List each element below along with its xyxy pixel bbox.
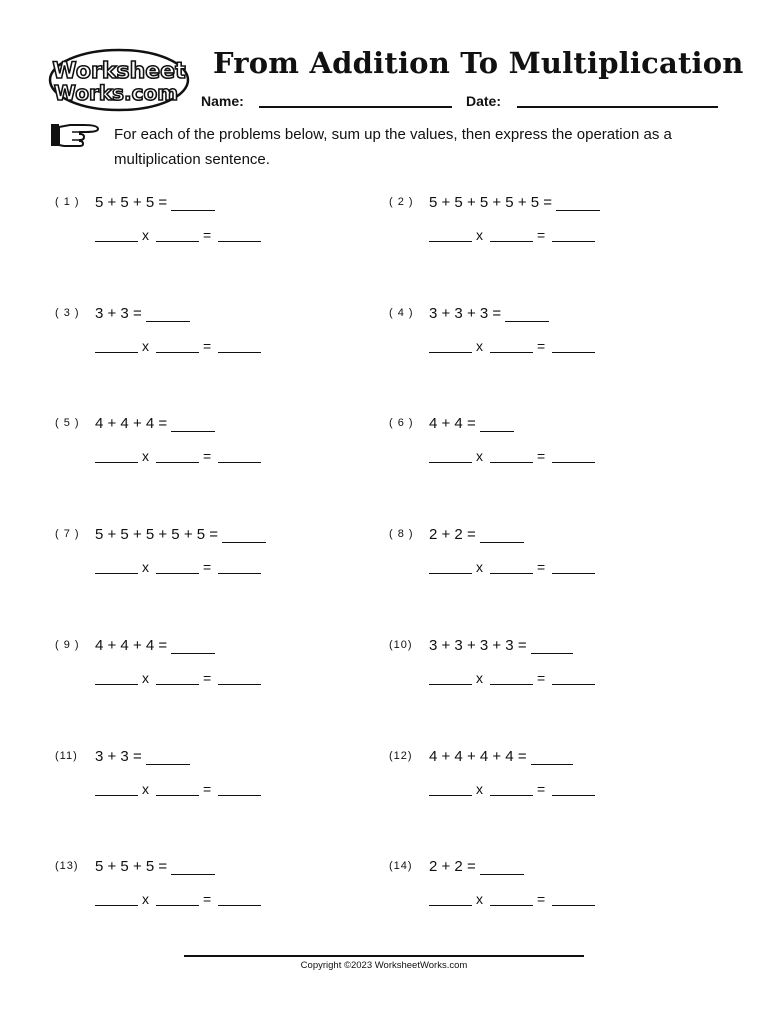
product-answer-blank[interactable] — [218, 891, 261, 906]
group-size-answer-blank[interactable] — [156, 891, 199, 906]
sum-answer-blank[interactable] — [146, 749, 190, 765]
equals-symbol: = — [537, 227, 546, 243]
multiplication-sentence — [95, 670, 265, 690]
problem-11 — [55, 748, 355, 828]
product-answer-blank[interactable] — [552, 781, 595, 796]
copyright-footer: Copyright ©2023 WorksheetWorks.com — [300, 960, 468, 971]
addition-expression: 4 + 4 + 4 + 4 = — [429, 747, 527, 765]
problem-number: ( 9 ) — [55, 638, 80, 651]
times-symbol: x — [142, 559, 149, 576]
group-size-answer-blank[interactable] — [156, 559, 199, 574]
logo-line1: Worksheet — [52, 59, 186, 84]
product-answer-blank[interactable] — [552, 559, 595, 574]
groups-answer-blank[interactable] — [429, 670, 472, 685]
addition-sentence — [95, 305, 190, 322]
sum-answer-blank[interactable] — [171, 638, 215, 654]
addition-expression: 4 + 4 + 4 = — [95, 636, 168, 654]
sum-answer-blank[interactable] — [171, 416, 215, 432]
sum-answer-blank[interactable] — [480, 859, 524, 875]
multiplication-sentence — [95, 227, 265, 247]
equals-symbol: = — [203, 669, 212, 686]
group-size-answer-blank[interactable] — [490, 448, 533, 463]
group-size-answer-blank[interactable] — [490, 781, 533, 796]
addition-expression: 3 + 3 + 3 = — [429, 304, 502, 322]
sum-answer-blank[interactable] — [146, 306, 190, 322]
times-symbol: x — [142, 227, 149, 243]
instructions-text: For each of the problems below, sum up the values, then express the operation as a multiplication sentence. — [114, 126, 672, 168]
group-size-answer-blank[interactable] — [490, 227, 533, 242]
problem-9 — [55, 637, 355, 717]
times-symbol: x — [142, 891, 149, 908]
equals-symbol: = — [203, 448, 212, 465]
sum-answer-blank[interactable] — [531, 749, 573, 765]
name-field[interactable] — [259, 106, 452, 108]
addition-expression: 5 + 5 + 5 + 5 + 5 = — [95, 526, 219, 544]
logo-line2: Works.com — [53, 81, 179, 105]
product-answer-blank[interactable] — [218, 338, 261, 353]
addition-sentence — [429, 305, 549, 322]
groups-answer-blank[interactable] — [429, 448, 472, 463]
addition-expression: 3 + 3 = — [95, 747, 142, 765]
addition-expression: 2 + 2 = — [429, 526, 476, 544]
addition-sentence — [429, 858, 524, 875]
groups-answer-blank[interactable] — [95, 781, 138, 796]
problem-number: ( 7 ) — [55, 528, 80, 541]
times-symbol: x — [476, 559, 483, 576]
product-answer-blank[interactable] — [552, 891, 595, 906]
problem-7 — [55, 526, 355, 606]
groups-answer-blank[interactable] — [95, 670, 138, 685]
groups-answer-blank[interactable] — [429, 781, 472, 796]
product-answer-blank[interactable] — [552, 338, 595, 353]
addition-sentence — [95, 637, 215, 654]
problem-number: (10) — [389, 638, 413, 651]
addition-expression: 5 + 5 + 5 = — [95, 194, 168, 211]
group-size-answer-blank[interactable] — [156, 448, 199, 463]
equals-symbol: = — [537, 559, 546, 576]
equals-symbol: = — [203, 780, 212, 797]
problem-13 — [55, 858, 355, 938]
product-answer-blank[interactable] — [552, 227, 595, 242]
multiplication-sentence — [429, 670, 599, 690]
groups-answer-blank[interactable] — [95, 227, 138, 242]
multiplication-sentence — [429, 559, 599, 579]
multiplication-sentence — [429, 338, 599, 358]
addition-expression: 3 + 3 = — [95, 304, 142, 322]
times-symbol: x — [142, 780, 149, 797]
times-symbol: x — [476, 448, 483, 465]
equals-symbol: = — [537, 891, 546, 908]
problem-number: (13) — [55, 860, 79, 873]
product-answer-blank[interactable] — [218, 227, 261, 242]
product-answer-blank[interactable] — [218, 559, 261, 574]
multiplication-sentence — [95, 448, 265, 468]
equals-symbol: = — [537, 669, 546, 686]
product-answer-blank[interactable] — [552, 670, 595, 685]
problem-3 — [55, 305, 355, 385]
groups-answer-blank[interactable] — [95, 559, 138, 574]
name-label: Name: — [201, 93, 244, 109]
equals-symbol: = — [537, 448, 546, 465]
addition-sentence — [429, 415, 514, 432]
problem-number: ( 4 ) — [389, 306, 414, 319]
sum-answer-blank[interactable] — [480, 527, 524, 543]
groups-answer-blank[interactable] — [429, 891, 472, 906]
product-answer-blank[interactable] — [218, 781, 261, 796]
product-answer-blank[interactable] — [218, 448, 261, 463]
multiplication-sentence — [429, 781, 599, 801]
problem-number: (14) — [389, 860, 413, 873]
addition-sentence — [95, 194, 215, 211]
addition-sentence — [429, 637, 573, 654]
times-symbol: x — [476, 669, 483, 686]
problem-number: ( 3 ) — [55, 306, 80, 319]
problem-10 — [389, 637, 689, 717]
problem-1 — [55, 194, 355, 274]
problem-5 — [55, 415, 355, 495]
problem-number: ( 1 ) — [55, 196, 80, 208]
sum-answer-blank[interactable] — [171, 195, 215, 211]
groups-answer-blank[interactable] — [95, 338, 138, 353]
problem-number: ( 8 ) — [389, 528, 414, 541]
multiplication-sentence — [95, 338, 265, 358]
times-symbol: x — [142, 337, 149, 354]
group-size-answer-blank[interactable] — [156, 338, 199, 353]
addition-sentence — [95, 858, 215, 875]
problem-number: (12) — [389, 749, 413, 762]
group-size-answer-blank[interactable] — [490, 338, 533, 353]
groups-answer-blank[interactable] — [95, 448, 138, 463]
equals-symbol: = — [203, 891, 212, 908]
problem-number: (11) — [55, 749, 78, 762]
pointing-hand-icon — [50, 120, 102, 150]
groups-answer-blank[interactable] — [95, 891, 138, 906]
problem-6 — [389, 415, 689, 495]
sum-answer-blank[interactable] — [222, 527, 266, 543]
addition-sentence — [429, 748, 573, 765]
problem-12 — [389, 748, 689, 828]
group-size-answer-blank[interactable] — [490, 891, 533, 906]
groups-answer-blank[interactable] — [429, 338, 472, 353]
multiplication-sentence — [429, 448, 599, 468]
equals-symbol: = — [537, 780, 546, 797]
addition-expression: 5 + 5 + 5 + 5 + 5 = — [429, 194, 553, 211]
multiplication-sentence — [95, 781, 265, 801]
multiplication-sentence — [429, 891, 599, 911]
multiplication-sentence — [429, 227, 599, 247]
addition-expression: 4 + 4 + 4 = — [95, 415, 168, 433]
multiplication-sentence — [95, 559, 265, 579]
addition-expression: 4 + 4 = — [429, 415, 476, 433]
equals-symbol: = — [203, 227, 212, 243]
problem-4 — [389, 305, 689, 385]
addition-expression: 2 + 2 = — [429, 858, 476, 876]
groups-answer-blank[interactable] — [429, 559, 472, 574]
group-size-answer-blank[interactable] — [156, 670, 199, 685]
addition-sentence — [95, 526, 266, 543]
sum-answer-blank[interactable] — [505, 306, 549, 322]
sum-answer-blank[interactable] — [480, 416, 514, 432]
worksheetworks-logo — [48, 48, 190, 112]
sum-answer-blank[interactable] — [556, 195, 600, 211]
date-label: Date: — [466, 93, 502, 109]
group-size-answer-blank[interactable] — [490, 559, 533, 574]
product-answer-blank[interactable] — [218, 670, 261, 685]
times-symbol: x — [476, 227, 483, 243]
group-size-answer-blank[interactable] — [490, 670, 533, 685]
sum-answer-blank[interactable] — [171, 859, 215, 875]
sum-answer-blank[interactable] — [531, 638, 573, 654]
problem-number: ( 5 ) — [55, 417, 80, 430]
problem-8 — [389, 526, 689, 606]
equals-symbol: = — [537, 337, 546, 354]
groups-answer-blank[interactable] — [429, 227, 472, 242]
addition-sentence — [95, 748, 190, 765]
addition-expression: 3 + 3 + 3 + 3 = — [429, 636, 527, 654]
problem-14 — [389, 858, 689, 938]
times-symbol: x — [476, 891, 483, 908]
addition-sentence — [429, 194, 600, 211]
times-symbol: x — [476, 337, 483, 354]
multiplication-sentence — [95, 891, 265, 911]
problem-number: ( 2 ) — [389, 196, 414, 208]
group-size-answer-blank[interactable] — [156, 781, 199, 796]
footer-divider — [184, 955, 584, 957]
page-title: From Addition To Multiplication — [213, 46, 744, 80]
equals-symbol: = — [203, 559, 212, 576]
addition-sentence — [95, 415, 215, 432]
date-field[interactable] — [517, 106, 718, 108]
equals-symbol: = — [203, 337, 212, 354]
product-answer-blank[interactable] — [552, 448, 595, 463]
addition-expression: 5 + 5 + 5 = — [95, 858, 168, 876]
group-size-answer-blank[interactable] — [156, 227, 199, 242]
times-symbol: x — [476, 780, 483, 797]
problem-number: ( 6 ) — [389, 417, 414, 430]
problem-2 — [389, 194, 689, 274]
addition-sentence — [429, 526, 524, 543]
times-symbol: x — [142, 669, 149, 686]
times-symbol: x — [142, 448, 149, 465]
